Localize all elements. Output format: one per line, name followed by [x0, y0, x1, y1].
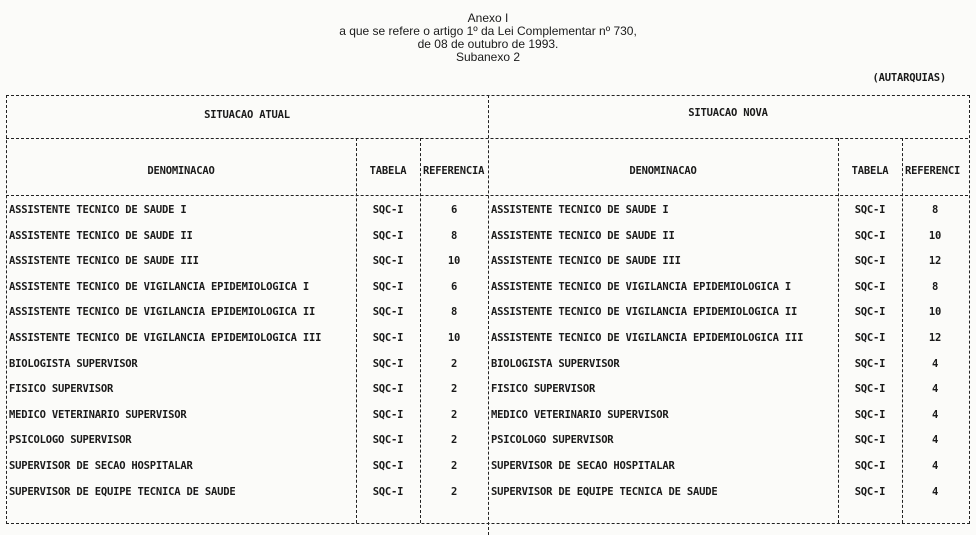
subannex-title: Subanexo 2: [455, 50, 521, 64]
annex-date: de 08 de outubro de 1993.: [417, 37, 559, 51]
cell-denominacao-nova: SUPERVISOR DE EQUIPE TECNICA DE SAUDE: [491, 486, 718, 498]
cell-referencia-atual: 2: [450, 460, 458, 472]
cell-referencia-nova: 4: [931, 434, 939, 446]
section-divider: [6, 138, 968, 139]
cell-tabela-nova: SQC-I: [854, 486, 886, 498]
cell-denominacao-nova: ASSISTENTE TECNICO DE VIGILANCIA EPIDEMIOLOGICA I: [491, 281, 791, 293]
cell-tabela-atual: SQC-I: [372, 306, 404, 318]
cell-referencia-nova: 4: [931, 409, 939, 421]
section-nova: SITUACAO NOVA: [688, 107, 768, 119]
cell-denominacao-nova: PSICOLOGO SUPERVISOR: [491, 434, 614, 446]
cell-denominacao-atual: ASSISTENTE TECNICO DE VIGILANCIA EPIDEMIOLOGICA II: [9, 306, 316, 318]
cell-denominacao-nova: BIOLOGISTA SUPERVISOR: [491, 358, 620, 370]
cell-denominacao-atual: ASSISTENTE TECNICO DE SAUDE III: [9, 255, 199, 267]
cell-denominacao-nova: ASSISTENTE TECNICO DE VIGILANCIA EPIDEMIOLOGICA III: [491, 332, 804, 344]
cell-referencia-nova: 12: [928, 332, 942, 344]
cell-referencia-nova: 4: [931, 383, 939, 395]
cell-tabela-atual: SQC-I: [372, 434, 404, 446]
cell-tabela-atual: SQC-I: [372, 383, 404, 395]
cell-referencia-atual: 2: [450, 383, 458, 395]
cell-denominacao-atual: SUPERVISOR DE SECAO HOSPITALAR: [9, 460, 193, 472]
center-divider: [488, 95, 489, 535]
cell-referencia-nova: 4: [931, 460, 939, 472]
cell-tabela-atual: SQC-I: [372, 409, 404, 421]
cell-tabela-nova: SQC-I: [854, 281, 886, 293]
section-atual: SITUACAO ATUAL: [204, 109, 290, 121]
cell-referencia-atual: 6: [450, 204, 458, 216]
cell-tabela-atual: SQC-I: [372, 460, 404, 472]
col-header-referencia-atual: REFERENCIA: [423, 165, 485, 177]
cell-referencia-nova: 8: [931, 281, 939, 293]
col-header-denominacao-atual: DENOMINACAO: [147, 165, 215, 177]
cell-referencia-atual: 8: [450, 306, 458, 318]
cell-tabela-atual: SQC-I: [372, 281, 404, 293]
cell-referencia-nova: 4: [931, 486, 939, 498]
cell-denominacao-atual: MEDICO VETERINARIO SUPERVISOR: [9, 409, 187, 421]
cell-tabela-nova: SQC-I: [854, 434, 886, 446]
cell-denominacao-nova: ASSISTENTE TECNICO DE VIGILANCIA EPIDEMIOLOGICA II: [491, 306, 798, 318]
annex-title: Anexo I: [467, 11, 509, 25]
cell-denominacao-atual: ASSISTENTE TECNICO DE VIGILANCIA EPIDEMIOLOGICA I: [9, 281, 309, 293]
cell-referencia-atual: 2: [450, 434, 458, 446]
cell-referencia-atual: 6: [450, 281, 458, 293]
cell-denominacao-nova: ASSISTENTE TECNICO DE SAUDE II: [491, 230, 675, 242]
cell-denominacao-atual: ASSISTENTE TECNICO DE SAUDE II: [9, 230, 193, 242]
cell-referencia-atual: 8: [450, 230, 458, 242]
cell-tabela-atual: SQC-I: [372, 358, 404, 370]
cell-tabela-atual: SQC-I: [372, 255, 404, 267]
cell-referencia-atual: 10: [447, 255, 461, 267]
cell-referencia-atual: 2: [450, 409, 458, 421]
col-header-referencia-nova: REFERENCI: [905, 165, 961, 177]
cell-denominacao-nova: MEDICO VETERINARIO SUPERVISOR: [491, 409, 669, 421]
cell-tabela-atual: SQC-I: [372, 230, 404, 242]
cell-referencia-nova: 10: [928, 306, 942, 318]
cell-tabela-nova: SQC-I: [854, 204, 886, 216]
cell-referencia-nova: 12: [928, 255, 942, 267]
cell-tabela-atual: SQC-I: [372, 332, 404, 344]
cell-denominacao-atual: PSICOLOGO SUPERVISOR: [9, 434, 132, 446]
col-header-tabela-atual: TABELA: [369, 165, 407, 177]
cell-referencia-atual: 2: [450, 486, 458, 498]
cell-denominacao-nova: FISICO SUPERVISOR: [491, 383, 596, 395]
autarquias-tag: (AUTARQUIAS): [872, 72, 946, 84]
cell-referencia-nova: 10: [928, 230, 942, 242]
cell-denominacao-atual: SUPERVISOR DE EQUIPE TECNICA DE SAUDE: [9, 486, 236, 498]
cell-denominacao-atual: ASSISTENTE TECNICO DE VIGILANCIA EPIDEMIOLOGICA III: [9, 332, 322, 344]
cell-tabela-nova: SQC-I: [854, 383, 886, 395]
cell-referencia-atual: 10: [447, 332, 461, 344]
cell-denominacao-nova: ASSISTENTE TECNICO DE SAUDE I: [491, 204, 669, 216]
cell-denominacao-nova: ASSISTENTE TECNICO DE SAUDE III: [491, 255, 681, 267]
col-header-denominacao-nova: DENOMINACAO: [629, 165, 697, 177]
cell-tabela-nova: SQC-I: [854, 409, 886, 421]
cell-tabela-nova: SQC-I: [854, 255, 886, 267]
cell-referencia-atual: 2: [450, 358, 458, 370]
cell-denominacao-atual: ASSISTENTE TECNICO DE SAUDE I: [9, 204, 187, 216]
cell-denominacao-atual: FISICO SUPERVISOR: [9, 383, 114, 395]
cell-tabela-nova: SQC-I: [854, 358, 886, 370]
cell-denominacao-atual: BIOLOGISTA SUPERVISOR: [9, 358, 138, 370]
cell-tabela-nova: SQC-I: [854, 460, 886, 472]
cell-tabela-nova: SQC-I: [854, 230, 886, 242]
col-header-tabela-nova: TABELA: [851, 165, 889, 177]
cell-tabela-nova: SQC-I: [854, 306, 886, 318]
cell-referencia-nova: 4: [931, 358, 939, 370]
cell-referencia-nova: 8: [931, 204, 939, 216]
annex-reference: a que se refere o artigo 1º da Lei Complementar nº 730,: [339, 24, 637, 38]
header-divider: [6, 195, 968, 196]
cell-tabela-atual: SQC-I: [372, 204, 404, 216]
cell-denominacao-nova: SUPERVISOR DE SECAO HOSPITALAR: [491, 460, 675, 472]
cell-tabela-nova: SQC-I: [854, 332, 886, 344]
cell-tabela-atual: SQC-I: [372, 486, 404, 498]
